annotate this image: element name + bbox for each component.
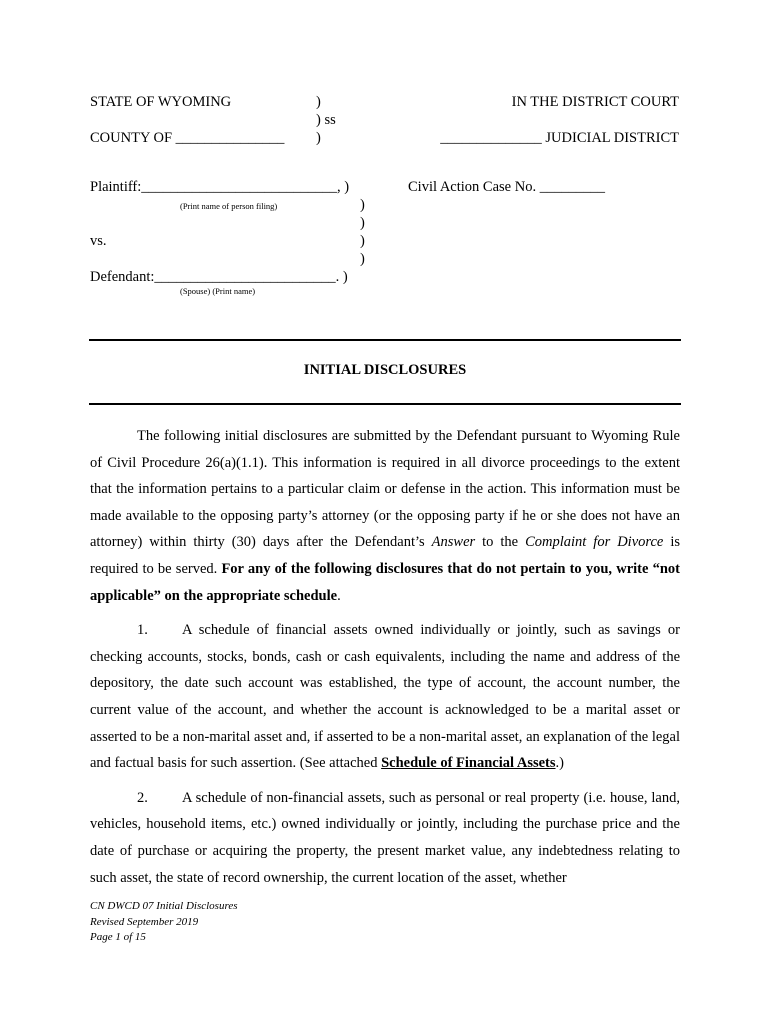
- caption-paren: ): [360, 215, 365, 231]
- caption-paren: ): [360, 197, 365, 213]
- plaintiff-line: Plaintiff:___________________________, ): [90, 179, 350, 195]
- top-divider: [89, 339, 681, 341]
- county-label: COUNTY OF _______________: [90, 130, 285, 146]
- page-number: Page 1 of 15: [90, 931, 146, 943]
- caption-paren-ss: ) ss: [316, 112, 336, 128]
- district-label: ______________ JUDICIAL DISTRICT: [440, 130, 679, 146]
- plaintiff-note: (Print name of person filing): [180, 201, 278, 211]
- form-id: CN DWCD 07 Initial Disclosures: [90, 900, 238, 912]
- defendant-line: Defendant:_________________________. ): [90, 269, 348, 285]
- document-body: [90, 423, 680, 891]
- disclosure-item-2: [90, 785, 680, 891]
- item-text: .): [555, 755, 564, 772]
- complaint-term: Complaint for Divorce: [525, 534, 664, 551]
- page-footer: [90, 899, 238, 946]
- disclosure-item-1: [90, 617, 680, 777]
- caption-paren: ): [360, 251, 365, 267]
- schedule-financial-assets-link[interactable]: Schedule of Financial Assets: [381, 755, 556, 772]
- caption-paren: ): [360, 233, 365, 249]
- intro-text: is required to be served.: [90, 534, 681, 577]
- item-text: A schedule of financial assets owned individually or jointly, such as savings or checking accounts, stocks, bonds, cash or cash equivalents, including the name and address of the depository, the date such account was established, the type of account, the account number, the current value of the account, and whether the account is acknowledged to be a marital asset or asserted to be a non-marital asset and, if asserted to be a non-marital asset, an explanation of the legal and factual basis for such assertion. (See attached: [90, 622, 680, 772]
- intro-text: .: [337, 587, 341, 604]
- state-label: STATE OF WYOMING: [90, 94, 232, 110]
- revision-date: Revised September 2019: [90, 915, 199, 928]
- intro-paragraph: [90, 423, 680, 609]
- not-applicable-instruction: For any of the following disclosures that do not pertain to you, write “not applicable” on the appropriate schedule: [90, 560, 680, 604]
- versus-label: vs.: [90, 233, 107, 249]
- item-text: A schedule of non-financial assets, such as personal or real property (i.e. house, land, vehicles, household items, etc.) owned individually or jointly, including the purchase price and the date of purchase or acquiring the property, the present market value, any indebtedness relating to such asset, the state of record ownership, the current location of the asset, whether: [90, 789, 680, 886]
- intro-text: The following initial disclosures are submitted by the Defendant pursuant to Wyoming Rule of Civil Procedure 26(a)(1.1). This information is required in all divorce proceedings to the extent that the information pertains to a particular claim or defense in the action. This information must be made available to the opposing party’s attorney (or the opposing party if he or she does not have an attorney) within thirty (30) days after the Defendant’s: [90, 428, 680, 551]
- court-label: IN THE DISTRICT COURT: [511, 94, 679, 110]
- caption-paren: ): [316, 94, 321, 110]
- case-number-label: Civil Action Case No. _________: [408, 179, 605, 195]
- item-number: 2.: [137, 789, 148, 806]
- intro-text: to the: [475, 534, 526, 551]
- document-title: INITIAL DISCLOSURES: [303, 362, 467, 378]
- caption-paren: ): [316, 130, 321, 146]
- item-number: 1.: [137, 622, 148, 639]
- defendant-note: (Spouse) (Print name): [180, 286, 256, 296]
- bottom-divider: [89, 403, 681, 405]
- answer-term: Answer: [431, 534, 476, 551]
